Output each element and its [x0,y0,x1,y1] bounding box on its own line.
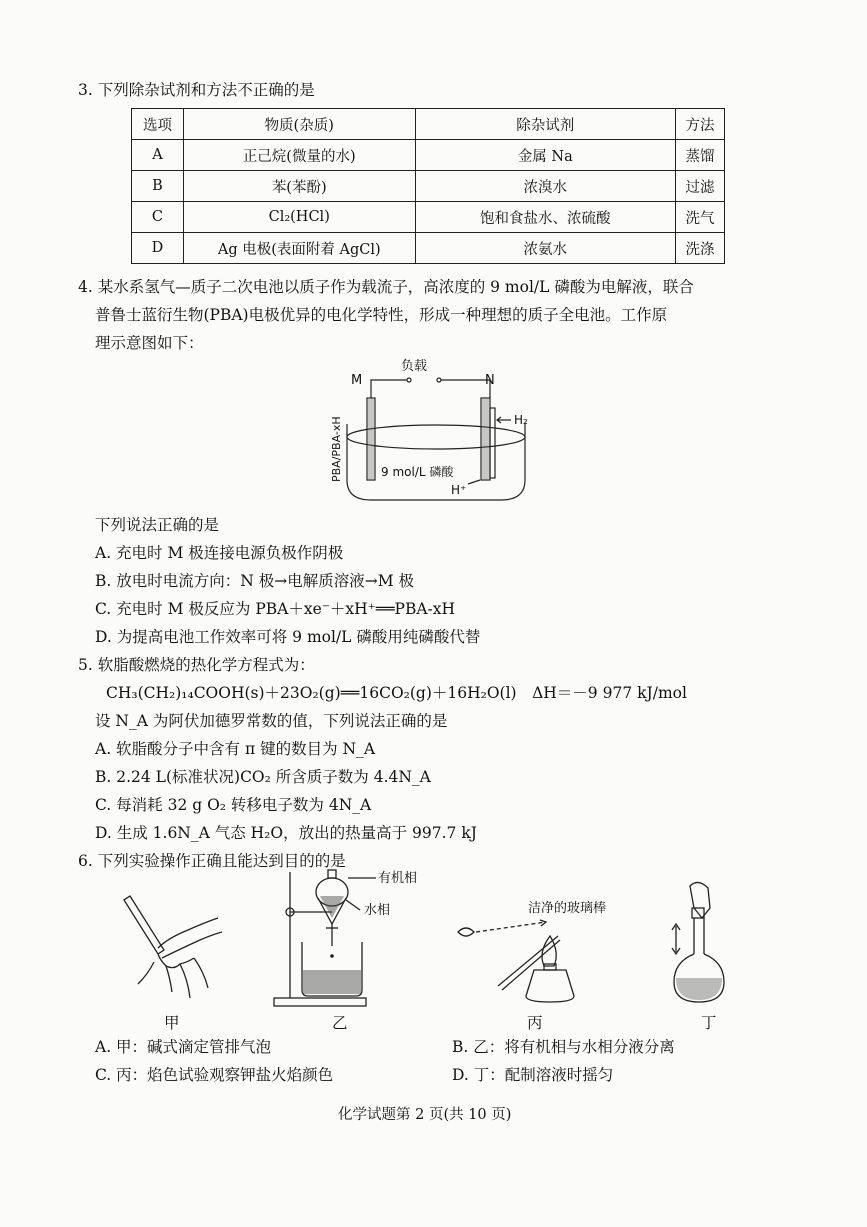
aqueous-phase-label: 水相 [364,903,391,918]
h2-label: H₂ [514,413,528,427]
battery-diagram [325,352,545,512]
table-cell: B [132,171,184,202]
table-cell: 正己烷(微量的水) [183,140,415,171]
table-cell: 洗气 [676,202,725,233]
q5-given: 设 N_A 为阿伏加德罗常数的值，下列说法正确的是 [95,712,448,730]
table-header-cell: 除杂试剂 [415,109,676,140]
table-row [132,202,725,233]
page-footer: 化学试题第 2 页(共 10 页) [338,1107,512,1123]
q4-option-b: B. 放电时电流方向：N 极→电解质溶液→M 极 [95,572,415,590]
table-cell: 蒸馏 [676,140,725,171]
table-cell: 过滤 [676,171,725,202]
table-row [132,233,725,264]
figure-ding [664,878,734,1008]
q6-option-c: C. 丙：焰色试验观察钾盐火焰颜色 [95,1066,334,1084]
q5-option-d: D. 生成 1.6N_A 气态 H₂O，放出的热量高于 997.7 kJ [95,824,477,842]
table-header-cell: 物质(杂质) [183,109,415,140]
table-cell: Ag 电极(表面附着 AgCl) [183,233,415,264]
organic-phase-label: 有机相 [378,871,418,886]
table-cell: 浓氨水 [415,233,676,264]
q5-equation: CH₃(CH₂)₁₄COOH(s)＋23O₂(g)══16CO₂(g)＋16H₂O(l) ΔH＝－9 977 kJ/mol [106,684,687,702]
caption-yi: 乙 [332,1014,348,1032]
table-header-cell: 方法 [676,109,725,140]
table-cell: D [132,233,184,264]
q6-stem: 6. 下列实验操作正确且能达到目的的是 [78,852,346,870]
load-label: 负载 [401,359,428,374]
figure-bing [450,896,628,1008]
q4-option-d: D. 为提高电池工作效率可将 9 mol/L 磷酸用纯磷酸代替 [95,628,481,646]
q5-option-c: C. 每消耗 32 g O₂ 转移电子数为 4N_A [95,796,372,814]
q3-table [131,108,725,264]
electrode-m-label: M [351,373,363,388]
table-cell: 浓溴水 [415,171,676,202]
table-cell: 饱和食盐水、浓硫酸 [415,202,676,233]
q6-option-d: D. 丁：配制溶液时摇匀 [452,1066,614,1084]
caption-jia: 甲 [164,1014,180,1032]
table-row [132,140,725,171]
table-cell: C [132,202,184,233]
caption-bing: 丙 [527,1014,543,1032]
q5-stem: 5. 软脂酸燃烧的热化学方程式为： [78,656,315,674]
q5-option-a: A. 软脂酸分子中含有 π 键的数目为 N_A [95,740,376,758]
table-cell: Cl₂(HCl) [183,202,415,233]
electrode-material-label: PBA/PBA-xH [330,416,343,482]
table-row [132,171,725,202]
q4-option-a: A. 充电时 M 极连接电源负极作阴极 [95,544,344,562]
q6-option-a: A. 甲：碱式滴定管排气泡 [95,1038,272,1056]
q4-stem-line2: 普鲁士蓝衍生物(PBA)电极优异的电化学特性，形成一种理想的质子全电池。工作原 [95,306,668,324]
q3-stem: 3. 下列除杂试剂和方法不正确的是 [78,81,315,99]
electrolyte-label: 9 mol/L 磷酸 [381,465,454,479]
table-cell: 洗涤 [676,233,725,264]
table-cell: 苯(苯酚) [183,171,415,202]
q6-option-b: B. 乙：将有机相与水相分液分离 [452,1038,675,1056]
q4-stem-line3: 理示意图如下： [95,334,204,352]
q4-stem-line1: 4. 某水系氢气—质子二次电池以质子作为载流子，高浓度的 9 mol/L 磷酸为电解液，联合 [78,278,694,296]
table-cell: A [132,140,184,171]
table-cell: 金属 Na [415,140,676,171]
q5-option-b: B. 2.24 L(标准状况)CO₂ 所含质子数为 4.4N_A [95,768,431,786]
q4-option-c: C. 充电时 M 极反应为 PBA＋xe⁻＋xH⁺══PBA-xH [95,600,456,618]
q4-prompt: 下列说法正确的是 [95,516,220,534]
table-header-cell: 选项 [132,109,184,140]
caption-ding: 丁 [701,1014,717,1032]
electrode-n-label: N [485,373,495,388]
figure-yi [268,866,418,1010]
figure-jia [118,888,228,1006]
glass-rod-label: 洁净的玻璃棒 [528,901,607,916]
table-header-row [132,109,725,140]
proton-label: H⁺ [451,483,467,497]
